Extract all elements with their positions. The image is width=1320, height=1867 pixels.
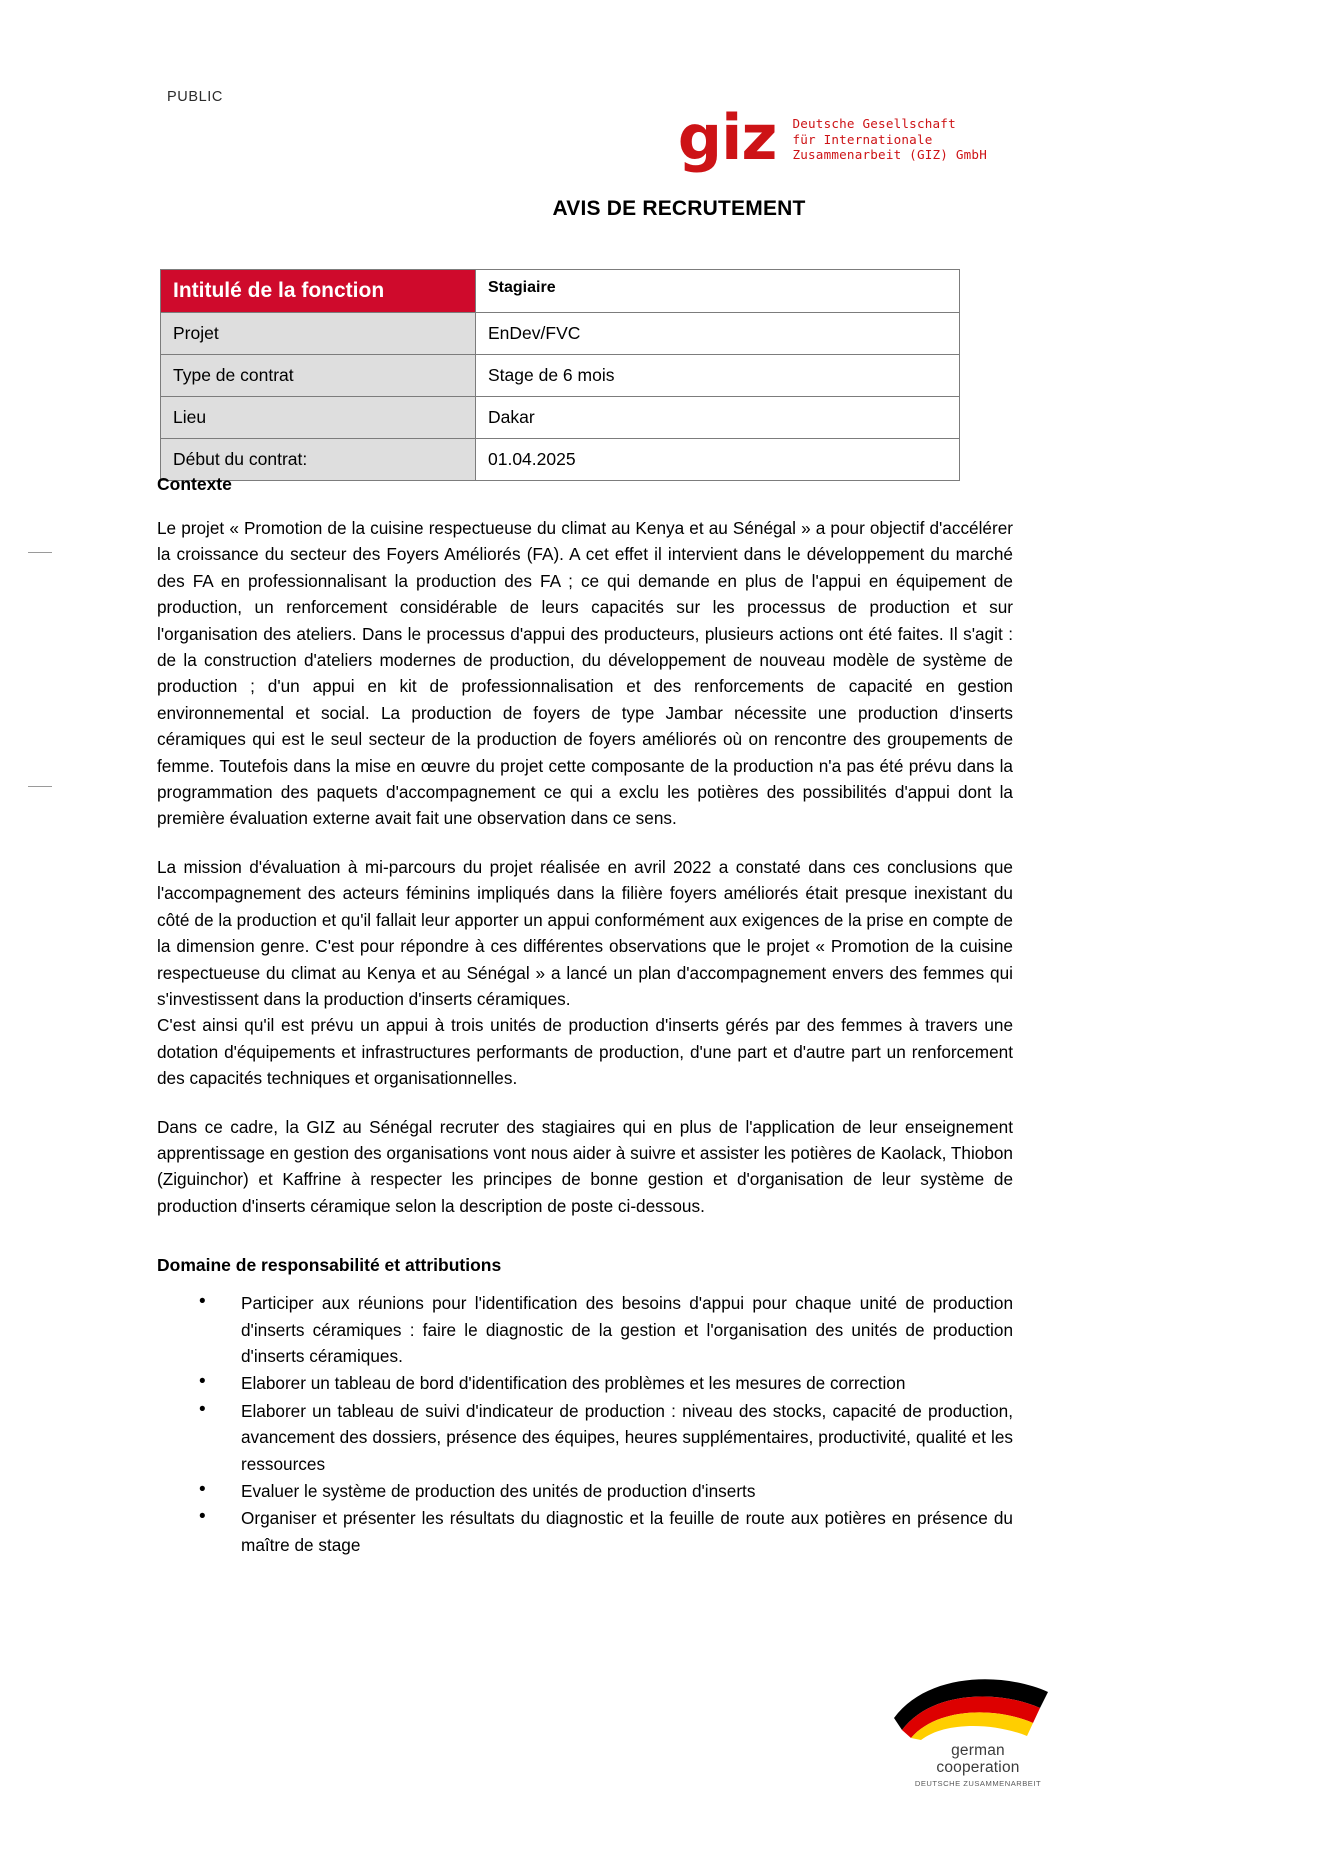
paragraph: Dans ce cadre, la GIZ au Sénégal recruter des stagiaires qui en plus de l'application de leur enseignement apprentissage en gestion des organisations vont nous aider à suivre et assister les potières de Kaolack, Thiobon (Ziguinchor) et Kaffrine à respecter les principes de bonne gestion et d'organisation de leur système de production d'inserts céramique selon la description de poste ci-dessous. [157, 1116, 1013, 1216]
list-item: • Evaluer le système de production des unités de production d'inserts [199, 1478, 1013, 1504]
table-cell-label: Type de contrat [161, 355, 476, 397]
list-item: • Participer aux réunions pour l'identification des besoins d'appui pour chaque unité de production d'inserts céramiques : faire le diagnostic de la gestion et l'organisation des unités de production d'inserts céramiques. [199, 1290, 1013, 1369]
table-row [161, 355, 960, 397]
section-heading-contexte: Contexte [157, 474, 232, 494]
table-cell-value: Stagiaire [476, 270, 960, 313]
responsibilities-list [157, 1290, 1013, 1558]
table-cell-label: Intitulé de la fonction [161, 270, 476, 313]
gc-logo-line-2: cooperation [936, 1759, 1020, 1776]
paragraph: Le projet « Promotion de la cuisine respectueuse du climat au Kenya et au Sénégal » a pour objectif d'accélérer la croissance du secteur des Foyers Améliorés (FA). A cet effet il intervient dans le développement du marché des FA en professionnalisant la production des FA ; ce qui demande en plus de l'appui en équipement de production, un renforcement considérable de leurs capacités sur les processus de production et sur l'organisation des ateliers. Dans le processus d'appui des producteurs, plusieurs actions ont été faites. Il s'agit : de la construction d'ateliers modernes de production, du développement de nouveau modèle de système de production ; d'un appui en kit de professionnalisation et des renforcements de capacité en gestion environnemental et social. La production de foyers de type Jambar nécessite une production d'inserts céramiques qui est le seul secteur de la production de foyers améliorés où on rencontre des groupements de femme. Toutefois dans la mise en œuvre du projet cette composante de la production n'a pas été prévu dans la programmation des paquets d'accompagnement ce qui a exclu les potières des possibilités d'appui dont la première évaluation externe avait fait une observation dans ce sens. [157, 518, 1013, 829]
table-row [161, 397, 960, 439]
table-cell-value: Stage de 6 mois [476, 355, 960, 397]
list-item: • Elaborer un tableau de bord d'identification des problèmes et les mesures de correction [199, 1370, 1013, 1396]
classification-label: PUBLIC [167, 89, 223, 105]
table-row [161, 313, 960, 355]
giz-claim-line-2: für Internationale [792, 131, 933, 147]
table-cell-label: Projet [161, 313, 476, 355]
table-cell-value: EnDev/FVC [476, 313, 960, 355]
giz-claim-line-1: Deutsche Gesellschaft [792, 116, 956, 131]
page-title: AVIS DE RECRUTEMENT [552, 197, 806, 220]
list-item: • Organiser et présenter les résultats du diagnostic et la feuille de route aux potières en présence du maître de stage [199, 1505, 1013, 1558]
giz-claim [792, 116, 987, 163]
table-cell-value: 01.04.2025 [476, 439, 960, 481]
table-cell-label: Début du contrat: [161, 439, 476, 481]
gc-logo-line-3: DEUTSCHE ZUSAMMENARBEIT [914, 1779, 1042, 1788]
paragraph: C'est ainsi qu'il est prévu un appui à trois unités de production d'inserts gérés par des femmes à travers une dotation d'équipements et infrastructures performants de production, d'une part et d'autre part un renforcement des capacités techniques et organisationnelles. [157, 1015, 1013, 1089]
margin-mark [28, 786, 52, 787]
giz-claim-line-3: Zusammenarbeit (GIZ) GmbH [792, 147, 987, 162]
section-heading-responsabilites: Domaine de responsabilité et attributions [157, 1255, 502, 1276]
table-cell-label: Lieu [161, 397, 476, 439]
list-item: • Elaborer un tableau de suivi d'indicateur de production : niveau des stocks, capacité de production, avancement des dossiers, présence des équipes, heures supplémentaires, productivité, qualité et les ressources [199, 1398, 1013, 1477]
document-body [157, 474, 1013, 1559]
paragraph: La mission d'évaluation à mi-parcours du projet réalisée en avril 2022 a constaté dans ces conclusions que l'accompagnement des acteurs féminins impliqués dans la filière foyers améliorés était presque inexistant du côté de la production et qu'il fallait leur apporter un appui conformément aux exigences de la prise en compte de la dimension genre. C'est pour répondre à ces différentes observations que le projet « Promotion de la cuisine respectueuse du climat au Kenya et au Sénégal » a lancé un plan d'accompagnement envers des femmes qui s'investissent dans la production d'inserts céramiques. [157, 856, 1013, 1009]
giz-logo [677, 101, 987, 174]
german-flag-swoosh-icon [888, 1678, 1068, 1740]
table-row [161, 270, 960, 313]
table-cell-value: Dakar [476, 397, 960, 439]
giz-wordmark: giz [677, 101, 777, 174]
gc-logo-line-1: german [951, 1742, 1005, 1759]
job-info-table [160, 269, 960, 481]
margin-mark [28, 552, 52, 553]
german-cooperation-logo [888, 1678, 1068, 1788]
